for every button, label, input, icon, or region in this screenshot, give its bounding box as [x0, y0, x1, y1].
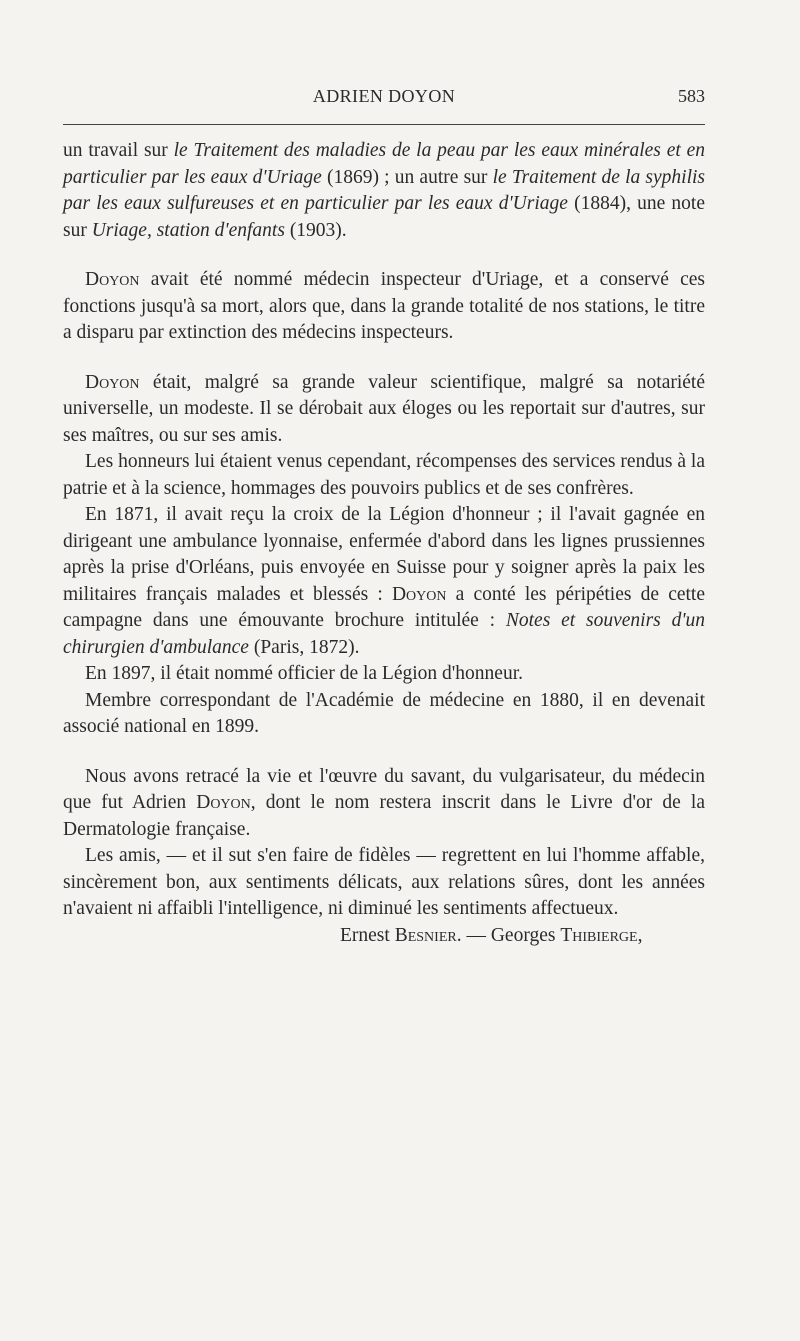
author-first-name: Georges [490, 924, 561, 946]
page-number: 583 [678, 86, 705, 106]
paragraph-1871 [63, 502, 705, 661]
running-title: ADRIEN DOYON [312, 86, 456, 106]
paragraph-academie: Membre correspondant de l'Académie de médecine en 1880, il en devenait associé national en 1899. [63, 689, 705, 737]
small-caps-name: Doyon [85, 269, 140, 290]
small-caps-name: Doyon [196, 792, 251, 813]
italic-title: le Traitement des maladies de la peau par les eaux minérales et en particulier par les eaux d'Uriage [63, 140, 706, 188]
paragraph-gap [63, 741, 705, 764]
paragraph-summary [63, 764, 705, 844]
signature-end: , [637, 924, 643, 946]
paragraph-friends: Les amis, — et il sut s'en faire de fidèles — regrettent en lui l'homme affable, sincèrement bon, aux sentiments délicats, aux relations sûres, dont les années n'avaient ni affaibli l'intelligence, ni diminué les sentiments affectueux. [63, 845, 705, 919]
text-run: (1884), une note sur [63, 193, 706, 241]
paragraph-works [63, 138, 705, 244]
text-run: (1869) ; un autre sur [321, 166, 493, 188]
text-run: (1903). [284, 219, 347, 241]
paragraph-inspector [63, 267, 705, 347]
text-run: (Paris, 1872). [248, 636, 360, 658]
text-run: un travail sur [63, 140, 174, 161]
author-last-name: Thibierge [560, 924, 638, 946]
paragraph-gap [63, 347, 705, 370]
author-first-name: Ernest [340, 924, 395, 946]
text-run: Nous avons retracé la vie et l'œuvre du savant, du vulgarisateur, du médecin que fut Adrien [63, 765, 705, 813]
text-run: était, malgré sa grande valeur scientifique, malgré sa notariété universelle, un modeste. Il se dérobait aux éloges ou les reportait sur d'autres, sur ses maîtres, ou sur ses amis. [63, 371, 705, 446]
paragraph-1897: En 1897, il était nommé officier de la Légion d'honneur. [85, 663, 523, 684]
page-header [63, 86, 705, 114]
paragraph-modest [63, 370, 705, 450]
header-rule [63, 124, 705, 125]
text-run: avait été nommé médecin inspecteur d'Uriage, et a conservé ces fonctions jusqu'à sa mort, alors que, dans la grande totalité de nos stations, le titre a disparu par extinction des médecins inspecteurs. [63, 269, 705, 343]
text-run: a conté les péripéties de cette campagne dans une émouvante brochure intitulée : [63, 583, 705, 631]
paragraph-honours: Les honneurs lui étaient venus cependant, récompenses des services rendus à la patrie et à la science, hommages des pouvoirs publics et de ses confrères. [63, 451, 705, 499]
small-caps-name: Doyon [85, 371, 140, 393]
signature-separator: . — [456, 924, 491, 946]
text-run: En 1871, il avait reçu la croix de la Légion d'honneur ; il l'avait gagnée en dirigeant une ambulance lyonnaise, enfermée d'abord dans les lignes prussiennes après la prise d'Orléans, puis envoyée en Suisse pour y soigner après la paix les militaires français malades et blessés : [63, 504, 705, 605]
italic-title: Uriage, station d'enfants [91, 219, 285, 241]
author-last-name: Besnier [394, 924, 457, 946]
small-caps-name: Doyon [391, 583, 447, 605]
paragraph-gap [63, 244, 705, 267]
italic-title: le Traitement de la syphilis par les eaux sulfureuses et en particulier par les eaux d'Uriage [63, 166, 705, 214]
text-run: , dont le nom restera inscrit dans le Livre d'or de la Dermatologie française. [63, 792, 706, 840]
italic-title: Notes et souvenirs d'un chirurgien d'ambulance [63, 610, 705, 658]
signature [63, 923, 705, 950]
body-text [63, 138, 705, 949]
